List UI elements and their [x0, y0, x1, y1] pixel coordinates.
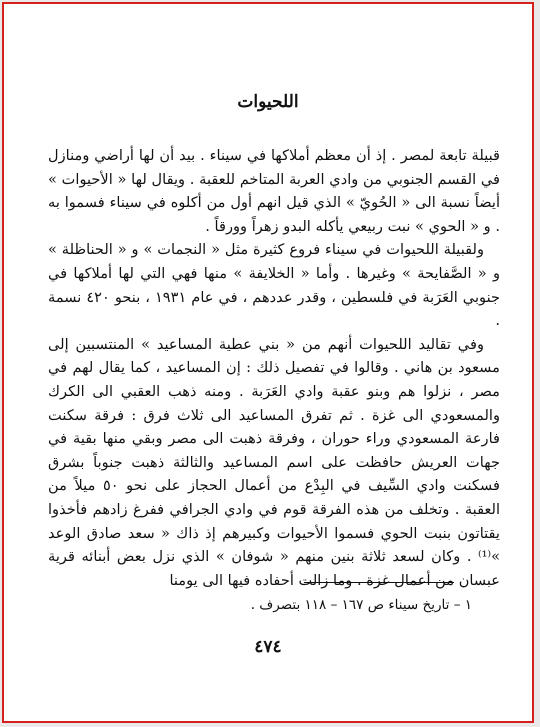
page-number: ٤٧٤	[254, 637, 282, 657]
body-text	[48, 144, 500, 592]
paragraph-2: ولقبيلة اللحيوات في سيناء فروع كثيرة مثل « النجمات » و « الحناظلة » و « الصَّفايحة » وغيرها . وأما « الخلايفة » منها فهي التي لها أملاكها في جنوبي العَرَبة في فلسطين ، وقدر عددهم ، في عام ١٩٣١ ، بنحو ٤٢٠ نسمة .	[48, 241, 500, 330]
page-title: اللحيوات	[237, 92, 299, 112]
page-frame	[2, 2, 534, 723]
paragraph-1: قبيلة تابعة لمصر . إذ أن معظم أملاكها في سيناء . بيد أن لها أراضي ومنازل في القسم الجنوبي من وادي العربة المتاخم للعقبة . ويقال لها « الأحيوات » أيضاً نسبة الى « الحُويّ » الذي قيل انهم أول من أكلوه في سيناء فسموا به . و « الحوي » نبت ربيعي يأكله البدو زهراً وورقاً .	[48, 147, 500, 235]
footnote-divider	[304, 582, 454, 583]
footnote: ١ – تاريخ سيناء ص ١٦٧ – ١١٨ بتصرف .	[250, 597, 472, 613]
paragraph-3: وفي تقاليد اللحيوات أنهم من « بني عطية المساعيد » المنتسبين إلى مسعود بن هاني . وقالوا في تفصيل ذلك : إن المساعيد ، كما يقال لهم في مصر ، نزلوا هم وبنو عقبة وادي العَرَبة . ومنه ذهب العقبي الى الكرك والمسعودي الى غزة . ثم تفرق المساعيد الى ثلاث فرق : فرقة سكنت فارعة المسعودي وراء حوران ، وفرقة ذهبت الى مصر وبقي منها بقية في جهات العريش حافظت على اسم المساعيد والثالثة ذهبت جنوباً بشرق فسكنت وادي السِّيف في البِدْع من أعمال الحجاز على نحو ٥٠ ميلاً من العقبة . وتخلف من هذه الفرقة قوم في وادي الجرافي ففرغ زادهم فأخذوا يقتاتون بنبت الحوي فسموا الأحيوات وكبيرهم إذ ذاك « سعد صادق الوعد »⁽¹⁾ . وكان لسعد ثلاثة بنين منهم « شوفان » الذي نزل بعض أبنائه قرية عبسان من أعمال غزة . وما زالت أحفاده فيها الى يومنا	[48, 335, 500, 589]
